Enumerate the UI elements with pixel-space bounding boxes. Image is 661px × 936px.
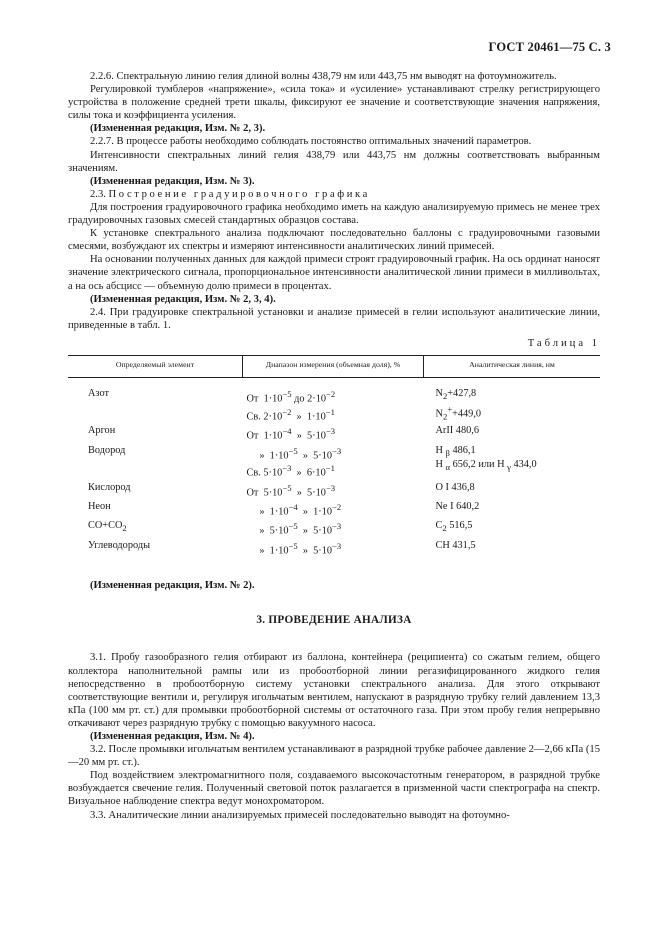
table-row: [68, 443, 600, 480]
edit-note-2-2-7: (Измененная редакция, Изм. № 3).: [90, 175, 255, 187]
page-header: ГОСТ 20461—75 С. 3: [488, 40, 611, 54]
table-cell-range: » $5\cdot 10^{-5}$ » $5\cdot 10^{-3}$: [246, 521, 342, 537]
paragraph-2-3-b: К установке спектрального анализа подключают последовательно баллоны с градуировочными газовыми смесями, возбуждают их спектры и измеряют интенсивности аналитических линий примесей.: [68, 228, 600, 253]
table-row: [68, 538, 600, 575]
paragraph-2-2-7-b: Интенсивности спектральных линий гелия 438,79 или 443,75 нм должны соответствовать выбранным значениям.: [68, 149, 600, 174]
paragraph-2-4: 2.4. При градуировке спектральной установки и анализе примесей в гелии используют аналитические линии, приведенные в табл. 1.: [68, 306, 600, 331]
table-cell-element: Кислород: [88, 481, 131, 493]
table-row: [68, 499, 600, 518]
table-cell-line: CH 431,5: [435, 539, 476, 551]
paragraph-2-3-number: 2.3.: [90, 188, 106, 200]
paragraph-3-2: 3.2. После промывки игольчатым вентилем устанавливают в разрядной трубке рабочее давление 2—2,66 кПа (15—20 мм рт. ст.).: [68, 744, 600, 769]
edit-note-2-3: (Измененная редакция, Изм. № 2, 3, 4).: [90, 293, 276, 305]
analytical-lines-table: [68, 355, 600, 575]
table-cell-line: $N_2+427,8$ $N_2^++449,0$: [435, 388, 482, 421]
paragraph-2-2-6: 2.2.6. Спектральную линию гелия длиной волны 438,79 нм или 443,75 нм выводят на фотоумножитель.: [90, 71, 557, 82]
table-cell-element: Азот: [88, 388, 109, 400]
table-header-range: Диапазон измерения (объемная доля), %: [243, 355, 424, 378]
table-cell-range: От $5\cdot 10^{-5}$ » $5\cdot 10^{-3}$: [246, 482, 336, 498]
paragraph-2-2-7: 2.2.7. В процессе работы необходимо соблюдать постоянство оптимальных значений параметров.: [90, 136, 532, 148]
table-cell-element: Углеводороды: [88, 539, 150, 551]
table-cell-line: $C_2$ 516,5: [435, 520, 473, 534]
table-row: [68, 480, 600, 499]
paragraph-2-2-6-b: Регулировкой тумблеров «напряжение», «сила тока» и «усиление» устанавливают стрелку регистрирующего устройства в положение средней трети шкалы, фиксируют ее значение и соответствующие значения напряжения, силы тока и коэффициента усиления.: [68, 84, 600, 122]
table-header-line: Аналитическая линия, нм: [424, 355, 601, 378]
page-content: [68, 70, 600, 822]
paragraph-2-3-a: Для построения градуировочного графика необходимо иметь на каждую анализируемую примесь не менее трех градуировочных газовых смесей стандартных образцов состава.: [68, 201, 600, 227]
edit-note-table: (Измененная редакция, Изм. № 2).: [90, 580, 255, 592]
table-cell-range: От $1\cdot 10^{-5}$ до $2\cdot 10^{-2}$ Св. $2\cdot 10^{-2}$ » $1\cdot 10^{-1}$: [246, 389, 336, 423]
table-caption: Таблица 1: [527, 337, 600, 349]
table-cell-element: $CO+CO_2$: [88, 520, 127, 534]
table-cell-range: » $1\cdot 10^{-5}$ » $5\cdot 10^{-3}$ Св. $5\cdot 10^{-3}$ » $6\cdot 10^{-1}$: [246, 445, 342, 479]
table-header-row: [68, 355, 600, 378]
table-row: [68, 518, 600, 537]
table-cell-line: H $_\beta$ 486,1 H $_\alpha$ 656,2 или H $_\gamma$ 434,0: [435, 444, 537, 472]
table-cell-line: O I 436,8: [435, 481, 475, 493]
edit-note-3-1: (Измененная редакция, Изм. № 4).: [90, 731, 255, 743]
paragraph-2-3-heading: [68, 188, 600, 201]
paragraph-2-3-title: Построение градуировочного графика: [108, 188, 370, 200]
table-header-element: Определяемый элемент: [68, 355, 243, 378]
table-cell-range: » $1\cdot 10^{-4}$ » $1\cdot 10^{-2}$: [246, 502, 342, 518]
table-cell-element: Неон: [88, 501, 111, 512]
edit-note-2-2-6: (Измененная редакция, Изм. № 2, 3).: [90, 123, 266, 135]
paragraph-2-3-c: На основании полученных данных для каждой примеси строят градуировочный график. На ось ординат наносят значение электрического сигнала, пропорциональное интенсивности аналитической линии примеси в милливольтах, а на ось абсцисс — объемную долю примеси в процентах.: [68, 254, 600, 292]
section-3-title: 3. ПРОВЕДЕНИЕ АНАЛИЗА: [256, 614, 412, 627]
table-cell-line: Ne I 640,2: [435, 501, 480, 512]
paragraph-3-2-b: Под воздействием электромагнитного поля, создаваемого высокочастотным генератором, в разрядной трубке возбуждается свечение гелия. Полученный световой поток разлагается в призменной части спектрографа на спектр. Визуальное наблюдение спектра ведут монохроматором.: [68, 770, 600, 808]
table-cell-line: ArII 480,6: [435, 425, 479, 437]
table-row: [68, 423, 600, 442]
table-cell-element: Аргон: [88, 425, 116, 437]
table-cell-range: От $1\cdot 10^{-4}$ » $5\cdot 10^{-3}$: [246, 426, 336, 442]
paragraph-3-1: 3.1. Пробу газообразного гелия отбирают из баллона, контейнера (реципиента) со сжатым гелием, общего коллектора наполнительной рампы или из пробоотборной линии регазифицированного жидкого гелия непосредственно в пробоотборную систему установки спектрального анализа. Для этого открывают соответствующие вентили и, регулируя игольчатым вентилем, напускают в разрядную трубку гелий давлением 13,3 кПа (100 мм рт. ст.) для промывки пробоотборной системы от остаточного газа. При этом пробу гелия непрерывно откачивают через разрядную трубку с помощью вакуумного насоса.: [68, 652, 600, 729]
table-cell-element: Водород: [88, 444, 126, 456]
paragraph-3-3: 3.3. Аналитические линии анализируемых примесей последовательно выводят на фотоумно-: [90, 809, 510, 821]
table-cell-range: » $1\cdot 10^{-5}$ » $5\cdot 10^{-3}$: [246, 540, 342, 557]
table-row: [68, 378, 600, 423]
